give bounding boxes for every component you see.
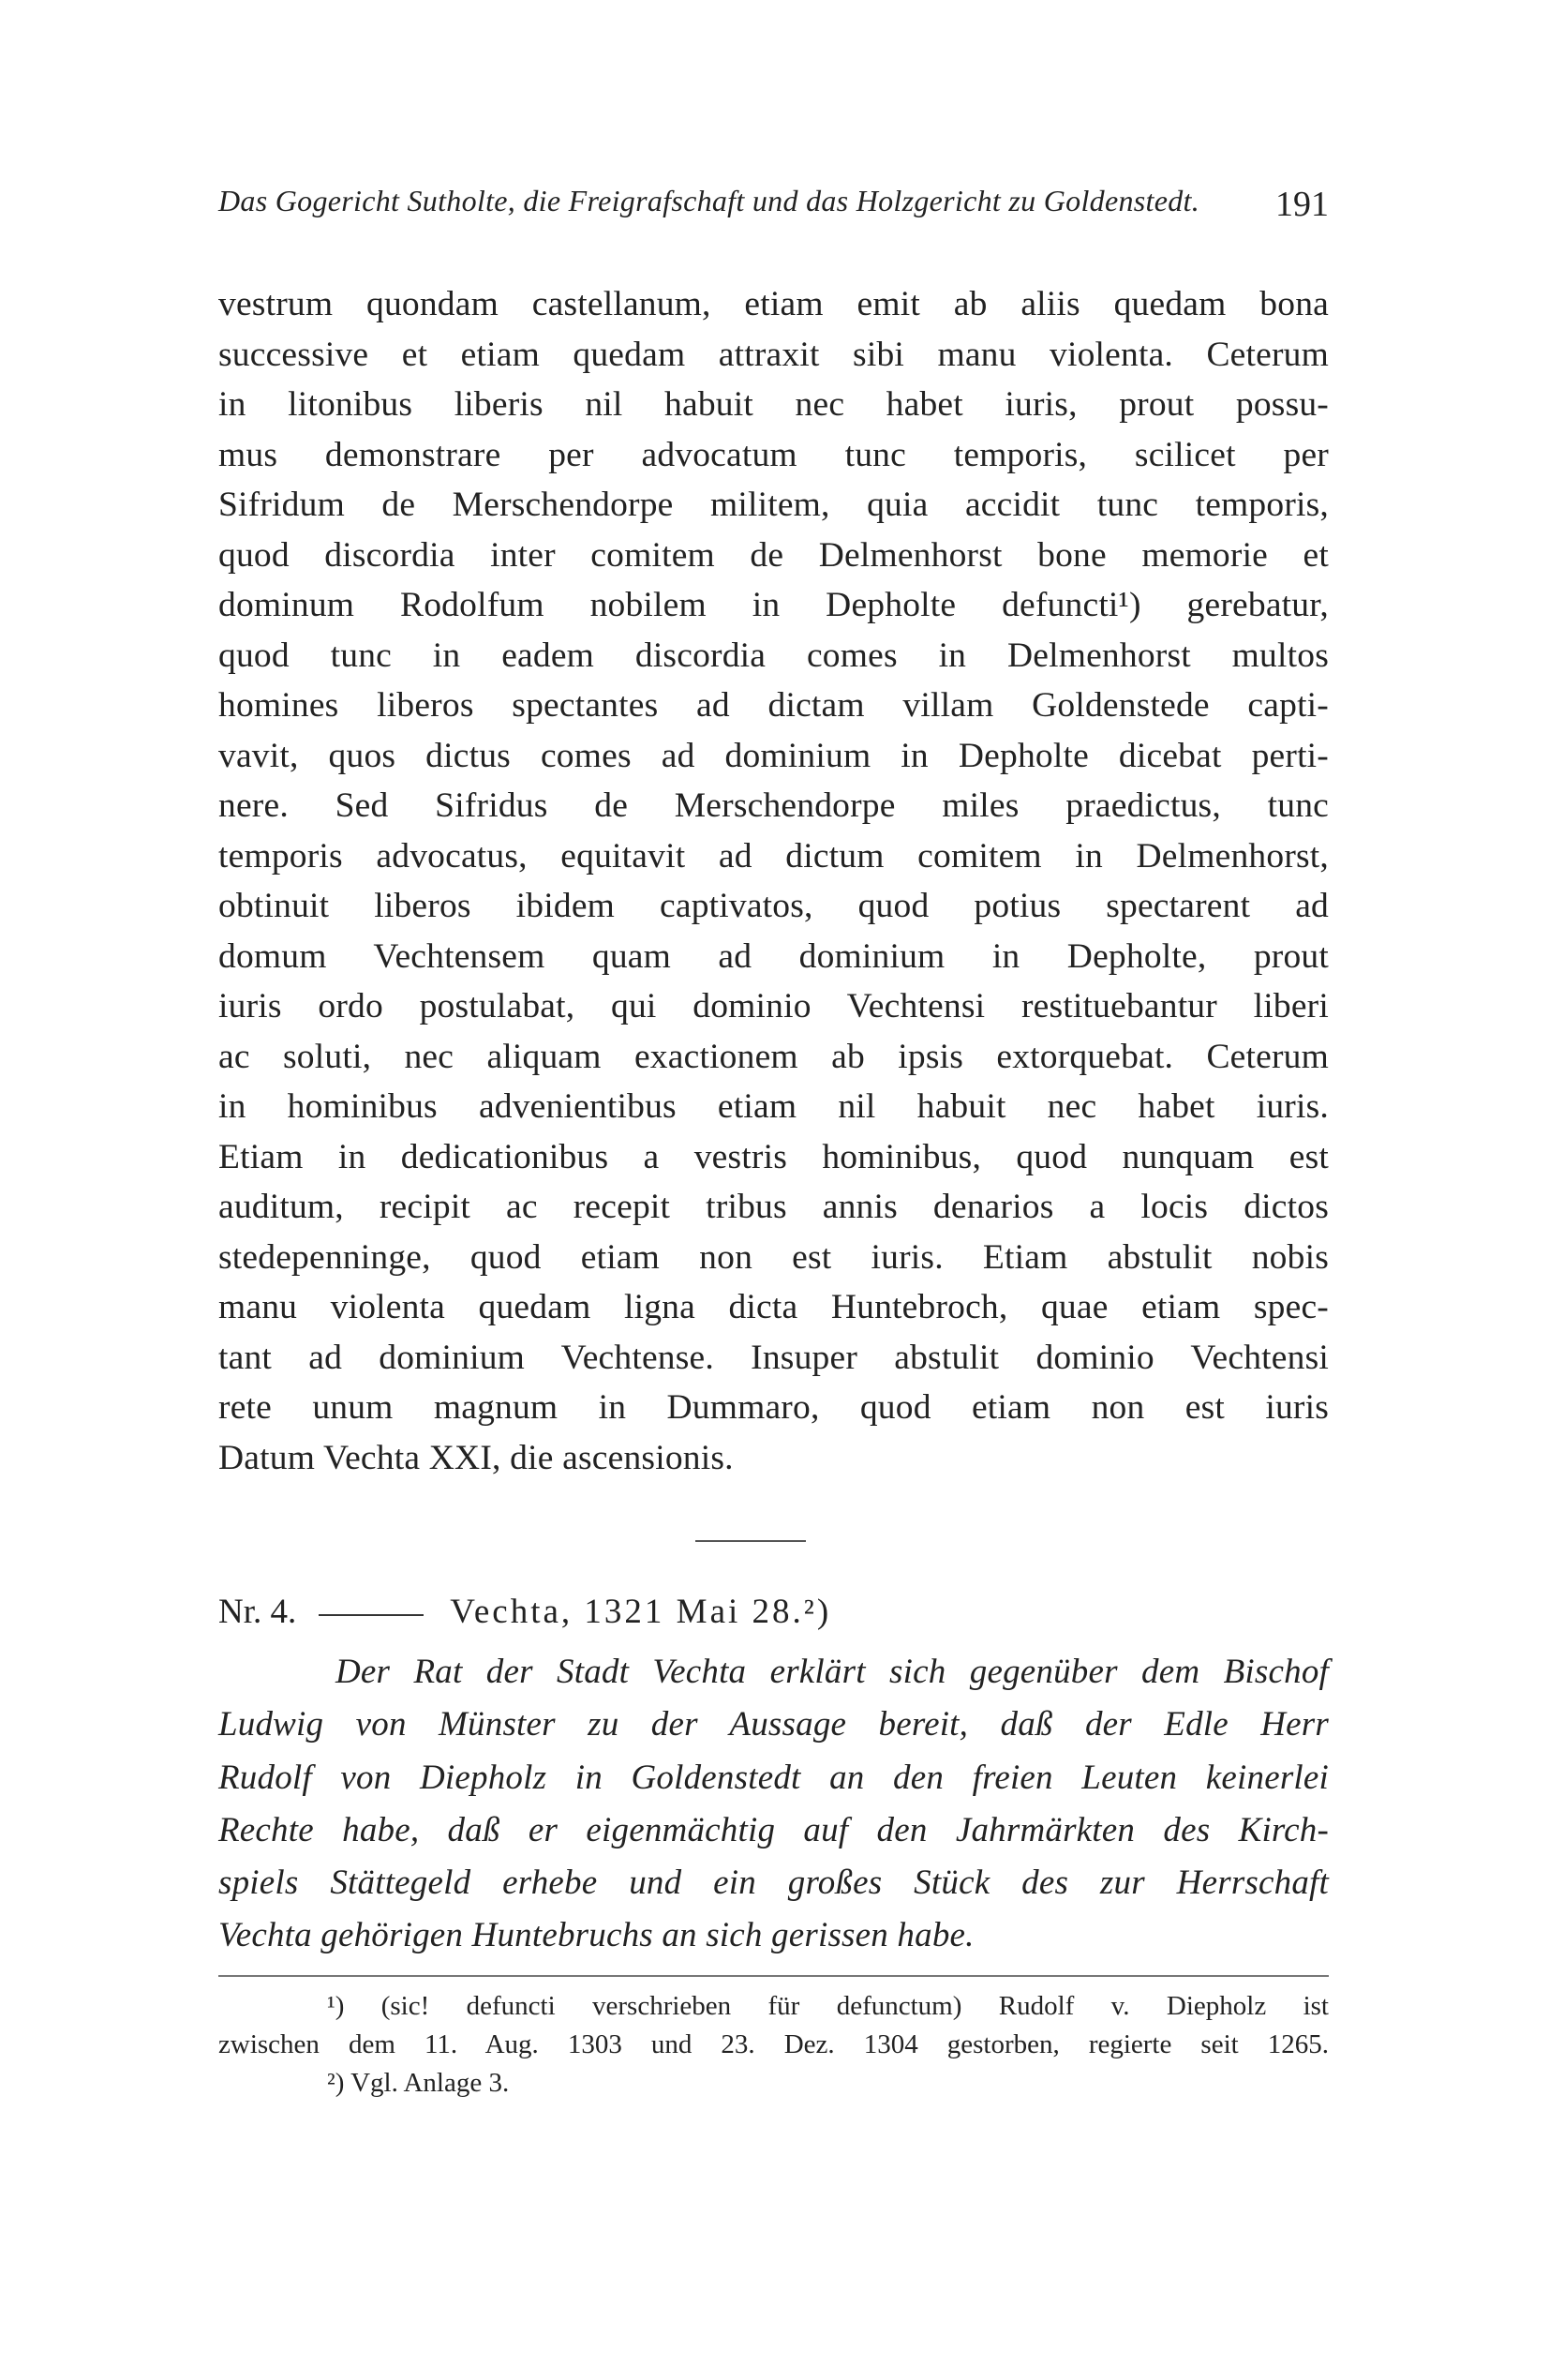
text-line: quod discordia inter comitem de Delmenhorst bone memorie et	[218, 535, 1329, 575]
text-line: Datum Vechta XXI, die ascensionis.	[218, 1438, 734, 1477]
text-line: Sifridum de Merschendorpe militem, quia accidit tunc temporis,	[218, 486, 1329, 524]
footnote-line: zwischen dem 11. Aug. 1303 und 23. Dez. 1304 gestorben, regierte seit 1265.	[218, 2029, 1329, 2059]
text-line: vavit, quos dictus comes ad dominium in Depholte dicebat perti-	[218, 736, 1329, 775]
page-header	[218, 184, 1329, 240]
text-line: in litonibus liberis nil habuit nec habet iuris, prout possu-	[218, 385, 1329, 424]
text-line: iuris ordo postulabat, qui dominio Vechtensi restituebantur liberi	[218, 987, 1329, 1025]
text-line: temporis advocatus, equitavit ad dictum comitem in Delmenhorst,	[218, 836, 1329, 876]
main-text	[218, 279, 1329, 1483]
text-line: Etiam in dedicationibus a vestris hominibus, quod nunquam est	[218, 1137, 1329, 1176]
text-line: auditum, recipit ac recepit tribus annis denarios a locis dictos	[218, 1188, 1329, 1226]
entry-title: Vechta, 1321 Mai 28.²)	[450, 1593, 832, 1631]
section-separator	[695, 1540, 806, 1542]
entry-number: Nr. 4.	[218, 1593, 297, 1631]
text-line: homines liberos spectantes ad dictam villam Goldenstede capti-	[218, 686, 1329, 725]
text-line: stedepenninge, quod etiam non est iuris. Etiam abstulit nobis	[218, 1237, 1329, 1277]
text-line: manu violenta quedam ligna dicta Huntebroch, quae etiam spec-	[218, 1288, 1329, 1326]
summary-line: spiels Stättegeld erhebe und ein großes Stück des zur Herrschaft	[218, 1864, 1329, 1903]
footnote-line: ¹) (sic! defuncti verschrieben für defunctum) Rudolf v. Diepholz ist	[327, 1991, 1329, 2021]
text-line: domum Vechtensem quam ad dominium in Depholte, prout	[218, 936, 1329, 976]
text-line: obtinuit liberos ibidem captivatos, quod potius spectarent ad	[218, 887, 1329, 925]
entry-dash	[319, 1614, 424, 1616]
document-entry	[218, 1584, 1329, 1963]
entry-summary	[218, 1646, 1329, 1963]
text-line: dominum Rodolfum nobilem in Depholte defuncti¹) gerebatur,	[218, 586, 1329, 624]
footnote-line: ²) Vgl. Anlage 3.	[327, 2068, 510, 2098]
summary-line: Der Rat der Stadt Vechta erklärt sich gegenüber dem Bischof	[335, 1653, 1329, 1691]
footnote-rule	[218, 1975, 1329, 1977]
running-head: Das Gogericht Sutholte, die Freigrafschaft und das Holzgericht zu Goldenstedt.	[218, 184, 1200, 217]
footnotes	[218, 1987, 1329, 2103]
summary-line: Rechte habe, daß er eigenmächtig auf den Jahrmärkten des Kirch-	[218, 1810, 1329, 1849]
summary-line: Ludwig von Münster zu der Aussage bereit, daß der Edle Herr	[218, 1705, 1329, 1744]
text-line: in hominibus advenientibus etiam nil habuit nec habet iuris.	[218, 1087, 1329, 1126]
text-line: nere. Sed Sifridus de Merschendorpe miles praedictus, tunc	[218, 786, 1329, 825]
text-line: mus demonstrare per advocatum tunc temporis, scilicet per	[218, 435, 1329, 474]
page-number: 191	[1275, 185, 1329, 224]
text-line: vestrum quondam castellanum, etiam emit ab aliis quedam bona	[218, 285, 1329, 323]
summary-line: Vechta gehörigen Huntebruchs an sich gerissen habe.	[218, 1916, 975, 1955]
text-line: tant ad dominium Vechtense. Insuper abstulit dominio Vechtensi	[218, 1338, 1329, 1377]
entry-heading	[218, 1584, 1329, 1640]
summary-line: Rudolf von Diepholz in Goldenstedt an den freien Leuten keinerlei	[218, 1758, 1329, 1797]
text-line: ac soluti, nec aliquam exactionem ab ipsis extorquebat. Ceterum	[218, 1037, 1329, 1076]
text-line: rete unum magnum in Dummaro, quod etiam non est iuris	[218, 1388, 1329, 1427]
text-line: quod tunc in eadem discordia comes in Delmenhorst multos	[218, 636, 1329, 675]
text-line: successive et etiam quedam attraxit sibi manu violenta. Ceterum	[218, 335, 1329, 374]
